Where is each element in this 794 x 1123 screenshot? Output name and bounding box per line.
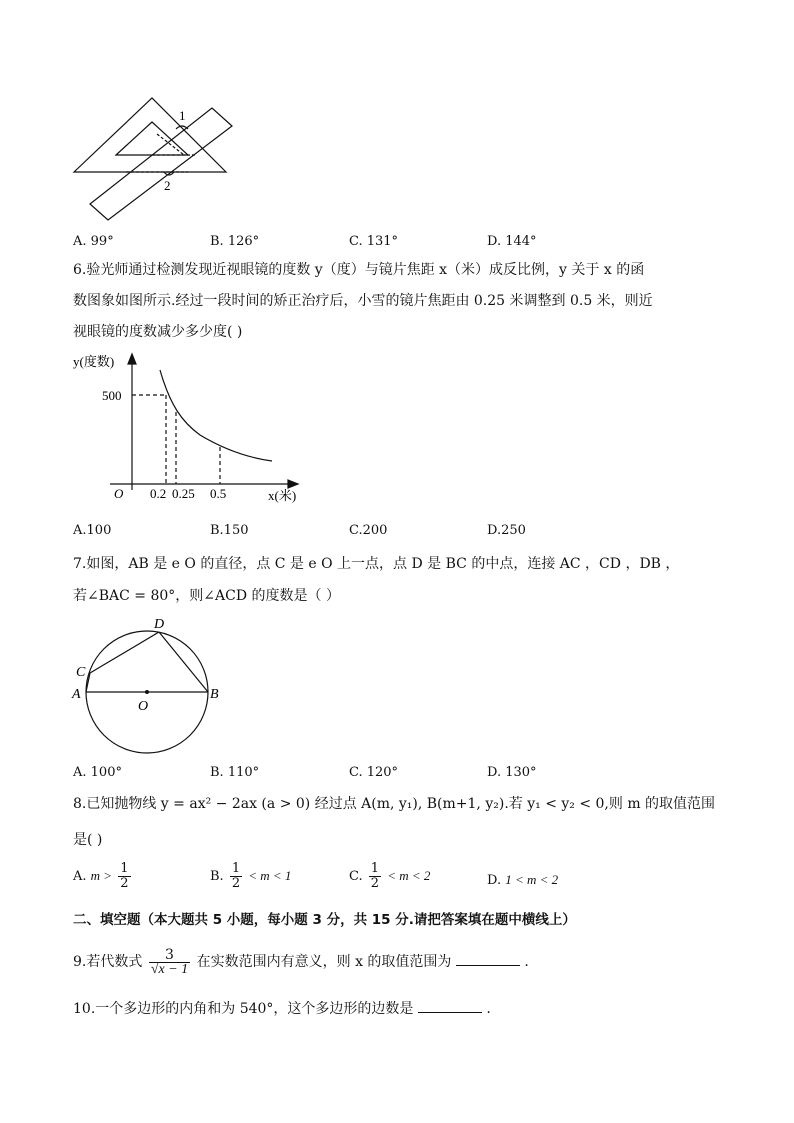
q7-stem-line2: 若∠BAC = 80°，则∠ACD 的度数是（ ） [73, 588, 340, 604]
q8-option-d [487, 870, 558, 891]
q6-option-b: B.150 [210, 523, 249, 538]
center-point [145, 690, 149, 694]
y-axis-arrow [128, 354, 136, 364]
q7-option-d: D. 130° [487, 765, 537, 780]
q7-stem-line1: 7.如图，AB 是 e O 的直径，点 C 是 e O 上一点，点 D 是 BC 的中点，连接 AC ，CD ，DB ， [73, 556, 680, 572]
x-tick-0.5: 0.5 [210, 486, 227, 501]
outer-triangle [74, 98, 226, 172]
q5-option-a: A. 99° [73, 234, 114, 249]
q6-option-d: D.250 [487, 523, 526, 538]
q8-c-rhs: < m < 2 [387, 868, 431, 883]
q10-text: 10.一个多边形的内角和为 540°，这个多边形的边数是 [73, 1001, 414, 1017]
q6-stem-line3: 视眼镜的度数减少多少度( ) [73, 324, 243, 340]
point-c-label: C [76, 665, 86, 680]
origin-label: O [114, 486, 124, 501]
q8-stem-line1: 8.已知抛物线 y = ax² − 2ax (a > 0) 经过点 A(m, y₁), B(m+1, y₂).若 y₁ < y₂ < 0,则 m 的取值范围 [73, 796, 716, 812]
angle-1-label: 1 [179, 108, 186, 123]
q8-c-prefix: C. [349, 869, 363, 884]
q8-d-text: 1 < m < 2 [505, 872, 559, 887]
q10-line [73, 998, 491, 1019]
y-tick-500: 500 [102, 388, 122, 403]
q8-a-den: 2 [120, 876, 129, 891]
q6-stem-line2: 数图象如图所示.经过一段时间的矫正治疗后，小雪的镜片焦距由 0.25 米调整到 0.5 米，则近 [73, 293, 653, 309]
q7-circle-figure [68, 612, 228, 762]
q9-num: 3 [149, 948, 190, 963]
point-o-label: O [138, 699, 149, 714]
point-a-label: A [72, 687, 81, 702]
point-b-label: B [210, 687, 219, 702]
q10-end: . [486, 1001, 491, 1017]
y-axis-label: y(度数) [73, 354, 115, 369]
q7-option-a: A. 100° [73, 765, 122, 780]
q5-figure [70, 92, 240, 222]
q9-den: √x − 1 [150, 961, 189, 977]
q8-a-lhs: m > [90, 868, 113, 883]
q8-b-prefix: B. [210, 869, 224, 884]
x-axis-arrow [288, 480, 298, 488]
q8-d-prefix: D. [487, 873, 502, 888]
dashed-line-mid [157, 134, 184, 155]
q6-option-c: C.200 [349, 523, 388, 538]
section2-heading: 二、填空题（本大题共 5 小题，每小题 3 分，共 15 分.请把答案填在题中横线上） [73, 912, 576, 928]
q6-stem-line1: 6.验光师通过检测发现近视眼镜的度数 y（度）与镜片焦距 x（米）成反比例，y 关于 x 的函 [73, 262, 645, 278]
angle-2-label: 2 [164, 178, 171, 193]
point-d-label: D [154, 617, 165, 632]
hyperbola-curve [160, 370, 272, 461]
q7-option-c: C. 120° [349, 765, 399, 780]
q6-option-a: A.100 [73, 523, 112, 538]
q9-line [73, 944, 529, 980]
q5-option-b: B. 126° [210, 234, 260, 249]
q9-fraction [149, 948, 190, 977]
q8-a-num: 1 [120, 861, 129, 876]
q6-graph [70, 350, 310, 510]
q8-c-num: 1 [370, 861, 380, 876]
q8-option-c [349, 862, 430, 891]
q7-option-b: B. 110° [210, 765, 260, 780]
q8-b-fraction [230, 862, 242, 891]
q8-c-fraction [369, 862, 381, 891]
q8-b-rhs: < m < 1 [248, 868, 292, 883]
q8-b-num: 1 [231, 861, 241, 876]
q5-option-c: C. 131° [349, 234, 399, 249]
ruler-strip [90, 108, 232, 220]
x-axis-label: x(米) [268, 488, 297, 503]
q8-a-prefix: A. [73, 869, 87, 884]
q9-prefix: 9.若代数式 [73, 954, 143, 970]
x-tick-0.2: 0.2 [150, 486, 167, 501]
q8-option-a [73, 862, 133, 891]
q8-c-den: 2 [370, 876, 380, 891]
q10-answer-blank[interactable] [418, 998, 482, 1013]
x-tick-0.25: 0.25 [172, 486, 195, 501]
q8-a-fraction [118, 862, 130, 891]
q8-stem-line2: 是( ) [73, 832, 103, 848]
q8-b-den: 2 [231, 876, 241, 891]
q5-option-d: D. 144° [487, 234, 537, 249]
q8-option-b [210, 862, 291, 891]
q9-suffix: 在实数范围内有意义，则 x 的取值范围为 [196, 954, 452, 970]
q9-end: . [524, 954, 529, 970]
q9-answer-blank[interactable] [456, 951, 520, 966]
